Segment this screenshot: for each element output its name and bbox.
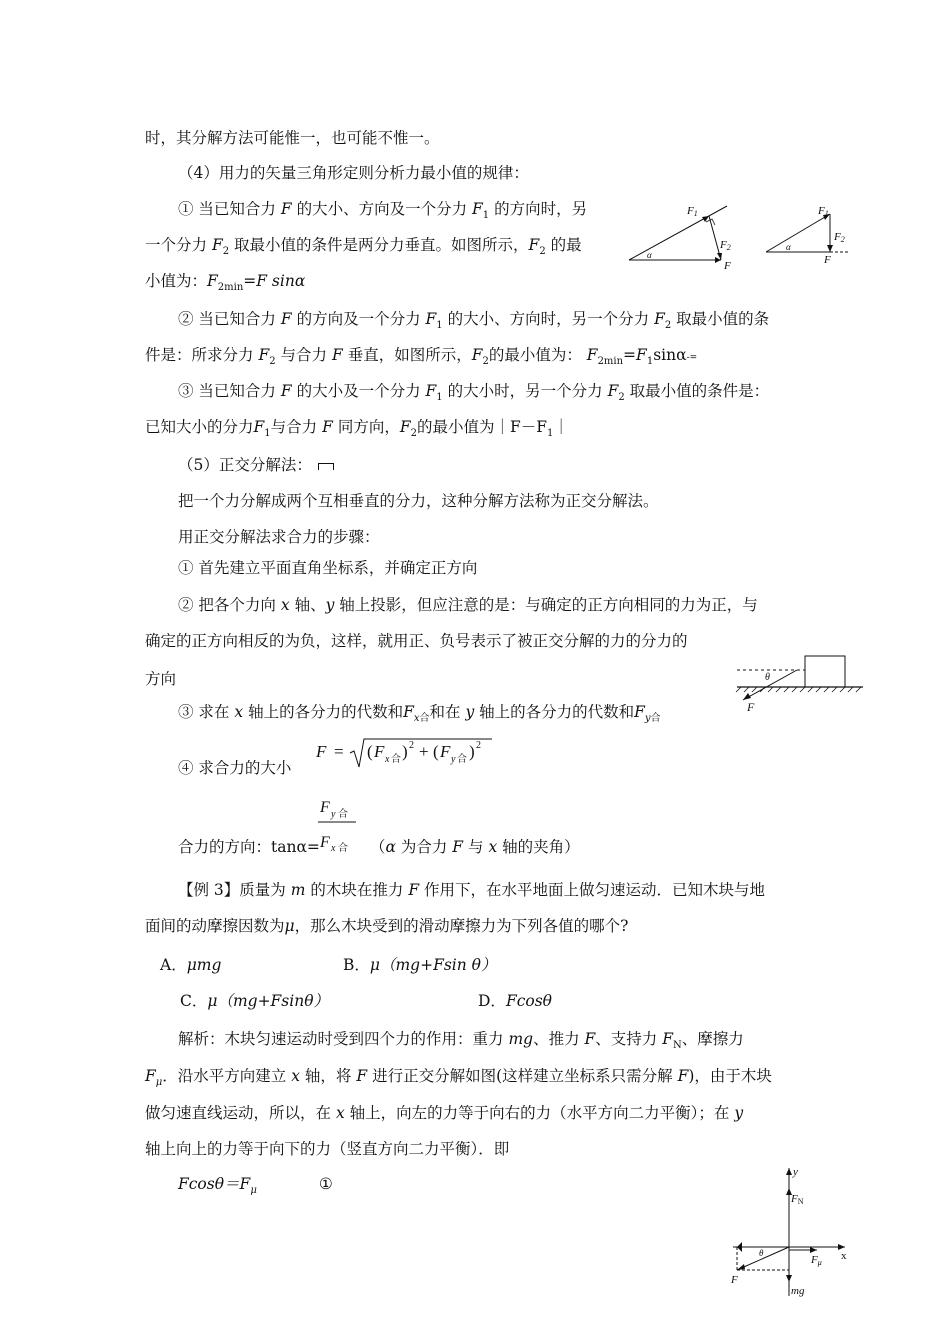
svg-text:F1: F1 bbox=[687, 205, 698, 218]
para-4-title: （4）用力的矢量三角形定则分析力最小值的规律： bbox=[178, 164, 529, 182]
figure-force-triangle-1 bbox=[625, 200, 735, 272]
svg-text:θ: θ bbox=[765, 672, 770, 683]
svg-text:(: ( bbox=[367, 742, 373, 761]
svg-text:合: 合 bbox=[391, 754, 401, 765]
svg-text:y: y bbox=[793, 1166, 798, 1178]
figure-force-coordinates bbox=[725, 1162, 855, 1302]
step-2-line2: 确定的正方向相反的为负，这样，就用正、负号表示了被正交分解的力的分力的 bbox=[145, 632, 688, 650]
equation-1: $Fcos\theta=F_\mu$ ① bbox=[178, 1175, 333, 1197]
svg-text:合: 合 bbox=[338, 843, 348, 854]
solution-line2: $F_\mu$．沿水平方向建立 x 轴，将 F 进行正交分解如图(这样建立坐标系只需分解 F)，由于木块 bbox=[145, 1067, 772, 1089]
option-a: A．μmg bbox=[160, 956, 222, 974]
svg-text:+: + bbox=[419, 742, 429, 761]
svg-text:F: F bbox=[731, 1274, 738, 1286]
svg-text:合: 合 bbox=[457, 754, 467, 765]
rule2-line1: ② 当已知合力 F 的方向及一个分力 $F_1$ 的大小、方向时，另一个分力 $F_2$ 取最小值的条 bbox=[178, 310, 770, 332]
svg-text:mg: mg bbox=[791, 1285, 805, 1297]
figure-force-triangle-2 bbox=[762, 200, 857, 268]
option-b: B．μ（mg+Fsin θ） bbox=[343, 956, 497, 974]
solution-line4: 轴上向上的力等于向下的力（竖直方向二力平衡）．即 bbox=[145, 1140, 510, 1158]
option-c: C．μ（mg+Fsinθ） bbox=[180, 992, 330, 1010]
svg-text:2: 2 bbox=[476, 740, 481, 751]
svg-text:F1: F1 bbox=[818, 205, 829, 218]
svg-text:F: F bbox=[320, 834, 330, 851]
section5-definition: 把一个力分解成两个互相垂直的分力，这种分解方法称为正交分解法。 bbox=[178, 492, 659, 510]
svg-text:x: x bbox=[841, 1250, 847, 1262]
svg-text:y: y bbox=[451, 754, 456, 765]
svg-text:θ: θ bbox=[759, 1248, 764, 1258]
svg-text:(: ( bbox=[433, 742, 439, 761]
svg-text:y: y bbox=[331, 809, 336, 820]
para-1: 时，其分解方法可能惟一，也可能不惟一。 bbox=[145, 129, 440, 147]
svg-text:F: F bbox=[374, 742, 385, 761]
step-4: ④ 求合力的大小 bbox=[178, 759, 292, 777]
section5-steps-title: 用正交分解法求合力的步骤： bbox=[178, 528, 380, 546]
svg-text:FN: FN bbox=[791, 1193, 804, 1206]
svg-text:合: 合 bbox=[338, 809, 348, 820]
svg-text:): ) bbox=[402, 742, 408, 761]
resultant-direction: 合力的方向：tanα= （α 为合力 F 与 x 轴的夹角） bbox=[178, 838, 580, 856]
step-2-line3: 方向 bbox=[145, 670, 177, 688]
example3-line2: 面间的动摩擦因数为μ，那么木块受到的滑动摩擦力为下列各值的哪个? bbox=[145, 917, 629, 935]
formula-resultant-magnitude bbox=[314, 733, 504, 778]
solution-line1: 解析：木块匀速运动时受到四个力的作用：重力 mg、推力 F、支持力 $F_N$、摩擦力 bbox=[178, 1030, 744, 1052]
rule1-line3: 小值为：$F_{2min}=F$ sinα bbox=[145, 272, 306, 294]
svg-text:F: F bbox=[440, 742, 451, 761]
svg-text:2: 2 bbox=[409, 740, 414, 751]
svg-text:F2: F2 bbox=[720, 239, 731, 252]
svg-text:F: F bbox=[320, 799, 330, 816]
rule2-line2: 件是：所求分力 $F_2$ 与合力 F 垂直，如图所示，$F_2$的最小值为： $F_{2min}=F_1\sin\alpha-=$ bbox=[145, 346, 698, 368]
step-1: ① 首先建立平面直角坐标系，并确定正方向 bbox=[178, 559, 478, 577]
svg-text:): ) bbox=[469, 742, 475, 761]
svg-text:x: x bbox=[385, 754, 390, 765]
rule3-line2: 已知大小的分力$F_1$与合力 F 同方向，$F_2$的最小值为$|F-F_1|$ bbox=[145, 418, 569, 440]
svg-text:F: F bbox=[316, 742, 327, 761]
svg-text:F2: F2 bbox=[834, 231, 845, 244]
svg-text:Fμ: Fμ bbox=[811, 1254, 822, 1267]
svg-text:F: F bbox=[724, 260, 731, 272]
rule3-line1: ③ 当已知合力 F 的大小及一个分力 $F_1$ 的大小时，另一个分力 $F_2$ 取最小值的条件是： bbox=[178, 382, 770, 404]
section5-title: （5）正交分解法： bbox=[178, 455, 334, 475]
step-3: ③ 求在 x 轴上的各分力的代数和$F_{x合}$和在 y 轴上的各分力的代数和$F_{y合}$ bbox=[178, 703, 661, 725]
svg-text:F: F bbox=[747, 700, 755, 714]
svg-text:α: α bbox=[786, 242, 791, 252]
solution-line3: 做匀速直线运动，所以，在 x 轴上，向左的力等于向右的力（水平方向二力平衡）；在 y bbox=[145, 1104, 744, 1122]
example3-line1: 【例 3】质量为 m 的木块在推力 F 作用下，在水平地面上做匀速运动．已知木块与地 bbox=[178, 881, 766, 899]
figure-block-on-ground bbox=[735, 650, 870, 720]
rule1-line1: ① 当已知合力 F 的大小、方向及一个分力 $F_1$ 的方向时，另 bbox=[178, 200, 588, 222]
rule1-line2: 一个分力 $F_2$ 取最小值的条件是两分力垂直。如图所示，$F_2$ 的最 bbox=[145, 236, 582, 258]
svg-text:F: F bbox=[824, 254, 831, 266]
step-2-line1: ② 把各个力向 x 轴、y 轴上投影，但应注意的是：与确定的正方向相同的力为正，与 bbox=[178, 596, 758, 614]
svg-text:=: = bbox=[334, 742, 344, 761]
svg-text:α: α bbox=[647, 250, 652, 260]
svg-text:x: x bbox=[331, 843, 336, 854]
option-d: D．Fcosθ bbox=[478, 992, 552, 1010]
